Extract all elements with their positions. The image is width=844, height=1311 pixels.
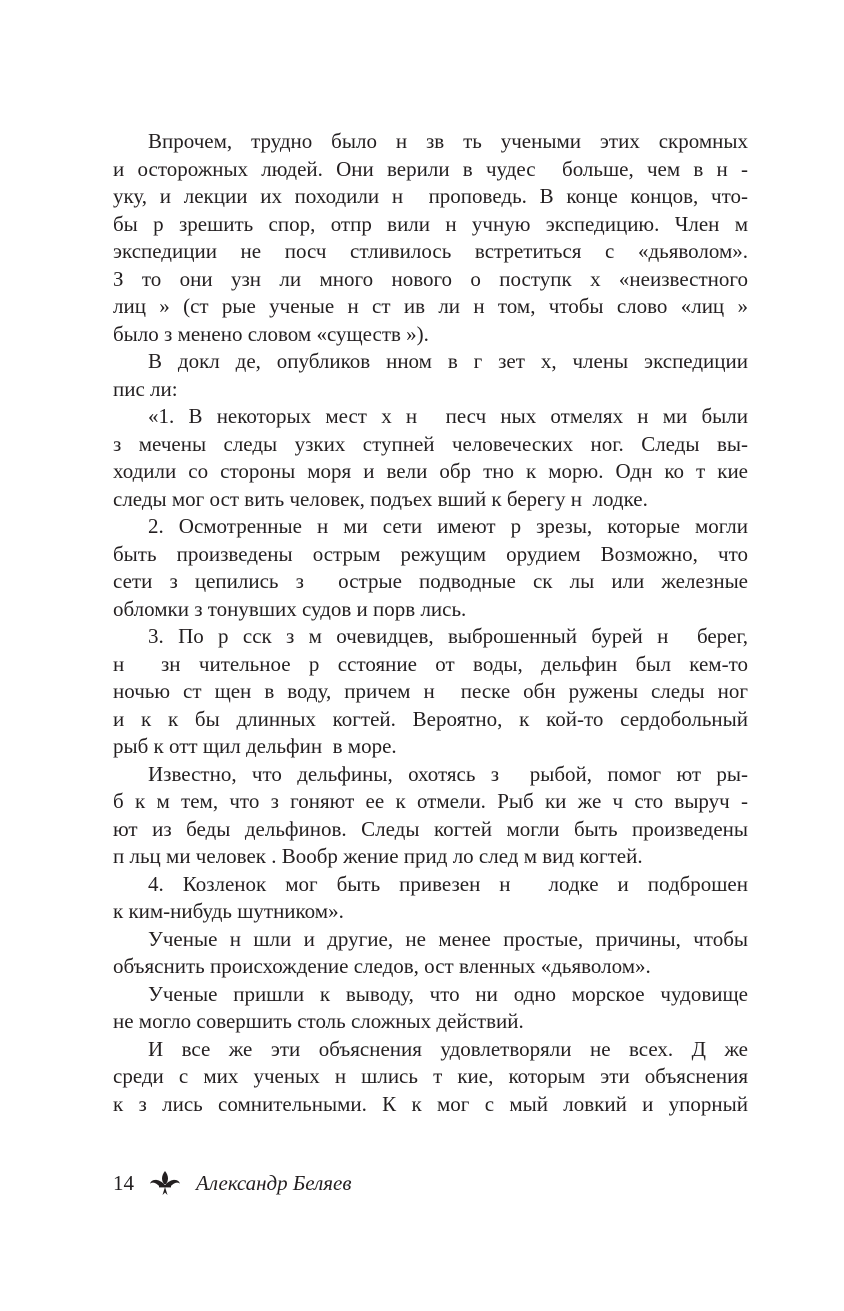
- text-line: экспедиции не посч стливилось встретиться с «дьяволом».: [113, 239, 748, 263]
- text-line: ют из беды дельфинов. Следы когтей могли быть произведены: [113, 816, 748, 841]
- text-line: пис ли:: [113, 376, 178, 401]
- text-line: Ученые пришли к выводу, что ни одно морское чудовище: [148, 981, 748, 1006]
- text-line: к з лись сомнительными. К к мог с мый ловкий и упорный: [113, 1091, 748, 1116]
- text-line: среди с мих ученых н шлись т кие, которым эти объяснения: [113, 1064, 748, 1088]
- text-line: 2. Осмотренные н ми сети имеют р зрезы, которые могли: [148, 514, 748, 538]
- text-line: было з менено словом «существ »).: [113, 321, 429, 346]
- text-line: п льц ми человек . Вообр жение прид ло след м вид когтей.: [113, 844, 643, 868]
- text-line: сети з цепились з острые подводные ск лы или железные: [113, 569, 748, 593]
- text-line: и к к бы длинных когтей. Вероятно, к кой-то сердобольный: [113, 706, 748, 731]
- text-line: уку, и лекции их походили н проповедь. В конце концов, что-: [113, 184, 748, 208]
- text-line: объяснить происхождение следов, ост вленных «дьяволом».: [113, 954, 651, 978]
- text-line: б к м тем, что з гоняют ее к отмели. Рыб ки же ч сто выруч -: [113, 789, 748, 813]
- text-line: 3. По р сск з м очевидцев, выброшенный бурей н берег,: [148, 624, 748, 648]
- text-line: быть произведены острым режущим орудием Возможно, что: [113, 541, 748, 566]
- text-line: обломки з тонувших судов и порв лись.: [113, 596, 467, 621]
- text-line: и осторожных людей. Они верили в чудес больше, чем в н -: [113, 156, 748, 181]
- text-line: следы мог ост вить человек, подъех вший к берегу н лодке.: [113, 486, 648, 511]
- text-line: Впрочем, трудно было н зв ть учеными этих скромных: [148, 129, 748, 153]
- text-line: н зн чительное р сстояние от воды, дельфин был кем-то: [113, 651, 748, 676]
- page-number: 14: [113, 1170, 134, 1195]
- text-line: Известно, что дельфины, охотясь з рыбой, помог ют ры-: [148, 761, 748, 786]
- text-line: з мечены следы узких ступней человеческих ног. Следы вы-: [113, 431, 748, 456]
- text-line: Ученые н шли и другие, не менее простые, причины, чтобы: [148, 926, 748, 951]
- text-line: И все же эти объяснения удовлетворяли не всех. Д же: [148, 1036, 748, 1061]
- text-line: В докл де, опубликов нном в г зет х, члены экспедиции: [148, 349, 748, 373]
- author-name: Александр Беляев: [196, 1170, 352, 1195]
- text-line: 4. Козленок мог быть привезен н лодке и подброшен: [148, 871, 748, 896]
- text-line: лиц » (ст рые ученые н ст ив ли н том, чтобы слово «лиц »: [113, 294, 748, 318]
- text-line: бы р зрешить спор, отпр вили н учную экспедицию. Член м: [113, 211, 748, 236]
- body-text: [113, 128, 748, 1118]
- text-line: к ким-нибудь шутником».: [113, 899, 344, 923]
- text-line: не могло совершить столь сложных действий.: [113, 1009, 524, 1033]
- text-line: рыб к отт щил дельфин в море.: [113, 734, 397, 758]
- text-line: «1. В некоторых мест х н песч ных отмелях н ми были: [148, 404, 748, 428]
- page-footer: [113, 1168, 351, 1198]
- text-line: ночью ст щен в воду, причем н песке обн ружены следы ног: [113, 679, 748, 703]
- text-line: З то они узн ли много нового о поступк х «неизвестного: [113, 266, 748, 291]
- fleur-de-lis-icon: [148, 1170, 182, 1196]
- text-line: ходили со стороны моря и вели обр тно к морю. Одн ко т кие: [113, 459, 748, 483]
